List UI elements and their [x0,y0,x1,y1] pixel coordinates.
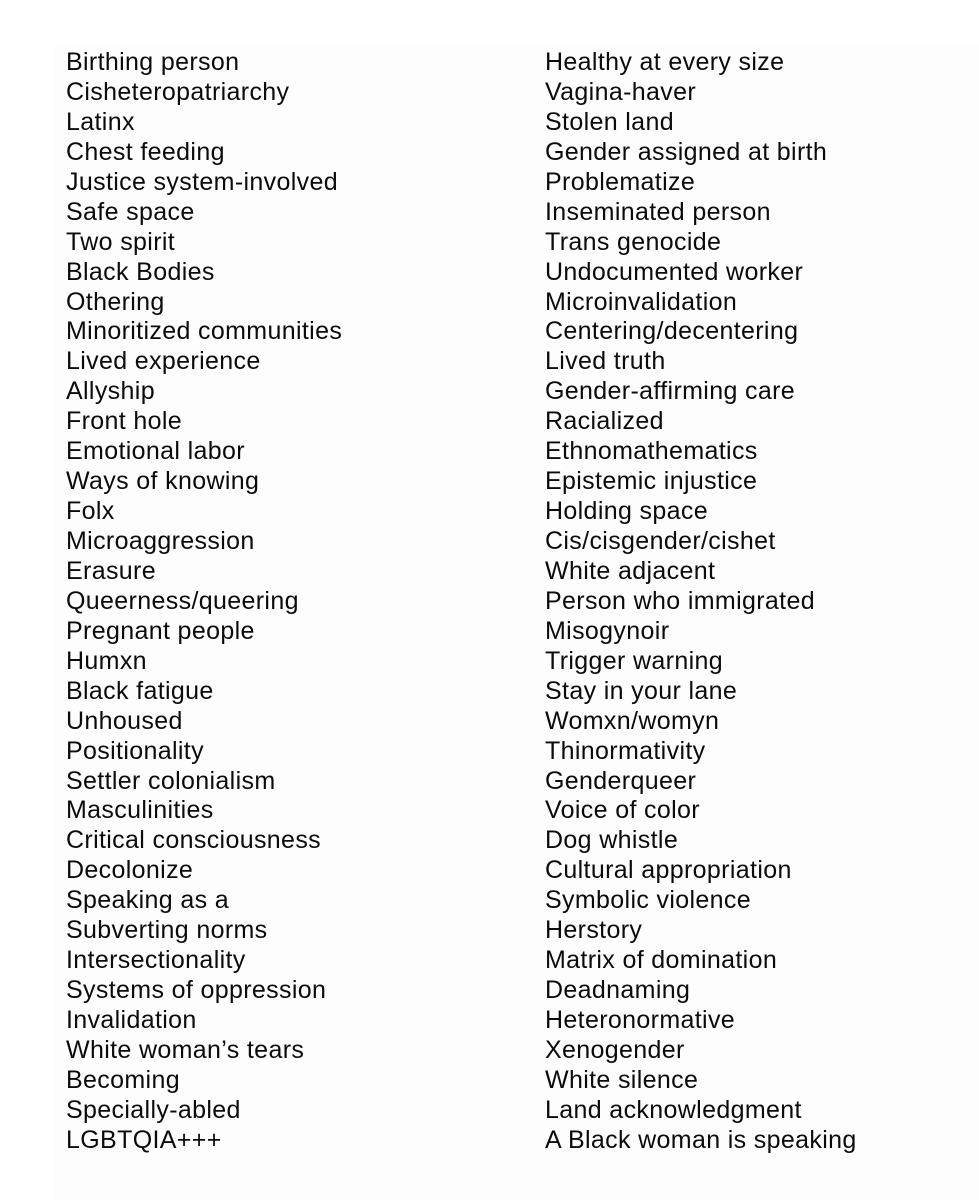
term-list-right-column [545,48,857,1156]
list-item: Speaking as a [66,886,229,915]
list-item: Erasure [66,556,156,585]
list-item: Critical consciousness [66,826,322,855]
list-item: Allyship [66,377,155,406]
list-item: Specially-abled [66,1095,241,1124]
list-item: Misogynoir [545,616,670,645]
list-item: Matrix of domination [545,946,778,975]
list-item: Chest feeding [66,137,225,166]
list-item: Inseminated person [545,197,771,226]
list-item: Ethnomathematics [545,437,758,466]
list-item: Humxn [66,646,147,675]
list-item: Vagina-haver [545,77,697,106]
list-item: Healthy at every size [545,48,785,76]
list-item: Front hole [66,407,183,436]
list-item: Pregnant people [66,616,255,645]
list-item: Lived experience [66,347,261,376]
list-item: Problematize [545,167,696,196]
list-item: Undocumented worker [545,257,804,286]
list-item: Womxn/womyn [545,706,720,735]
list-item: Ways of knowing [66,467,260,496]
list-item: Trigger warning [545,646,724,675]
list-item: Holding space [545,497,708,526]
list-item: Deadnaming [545,976,691,1005]
list-item: Voice of color [545,796,700,825]
list-item: Trans genocide [545,227,722,256]
list-item: Emotional labor [66,437,245,466]
list-item: Two spirit [66,227,176,256]
list-item: Positionality [66,736,204,765]
list-item: A Black woman is speaking [545,1125,857,1154]
list-item: Microaggression [66,527,255,555]
list-item: White woman’s tears [66,1035,305,1064]
list-item: Intersectionality [66,946,246,975]
list-item: Folx [66,497,115,526]
list-item: Person who immigrated [545,586,815,615]
list-item: Dog whistle [545,826,679,855]
list-item: Genderqueer [545,766,697,795]
term-list-left-column [66,48,342,1156]
list-item: Lived truth [545,347,666,376]
list-item: Justice system-involved [66,167,339,196]
list-item: LGBTQIA+++ [66,1125,222,1154]
list-item: Black fatigue [66,676,214,705]
list-item: Latinx [66,107,135,136]
list-item: Land acknowledgment [545,1095,802,1124]
list-item: Heteronormative [545,1006,736,1034]
list-item: Gender assigned at birth [545,137,828,166]
list-item: Unhoused [66,706,183,735]
list-item: Systems of oppression [66,976,327,1005]
list-item: Racialized [545,407,664,436]
list-item: Black Bodies [66,257,215,286]
list-item: Thinormativity [545,736,706,765]
list-item: White silence [545,1065,699,1094]
list-item: Symbolic violence [545,886,752,915]
list-item: Gender-affirming care [545,377,796,406]
list-item: Epistemic injustice [545,467,758,496]
list-item: Cis/cisgender/cishet [545,527,776,555]
list-item: Stolen land [545,107,674,136]
list-item: Othering [66,287,165,316]
list-item: Subverting norms [66,916,268,945]
list-item: Stay in your lane [545,676,738,705]
list-item: Xenogender [545,1035,685,1064]
list-item: Decolonize [66,856,194,885]
list-item: Masculinities [66,796,214,825]
list-item: White adjacent [545,556,716,585]
list-item: Herstory [545,916,643,945]
list-item: Safe space [66,197,195,226]
list-item: Queerness/queering [66,586,299,615]
list-item: Becoming [66,1065,180,1094]
list-item: Cisheteropatriarchy [66,77,290,106]
list-item: Birthing person [66,48,240,76]
list-item: Minoritized communities [66,317,343,346]
list-item: Centering/decentering [545,317,799,346]
list-item: Settler colonialism [66,766,276,795]
list-item: Invalidation [66,1006,197,1034]
list-item: Microinvalidation [545,287,738,316]
list-item: Cultural appropriation [545,856,792,885]
